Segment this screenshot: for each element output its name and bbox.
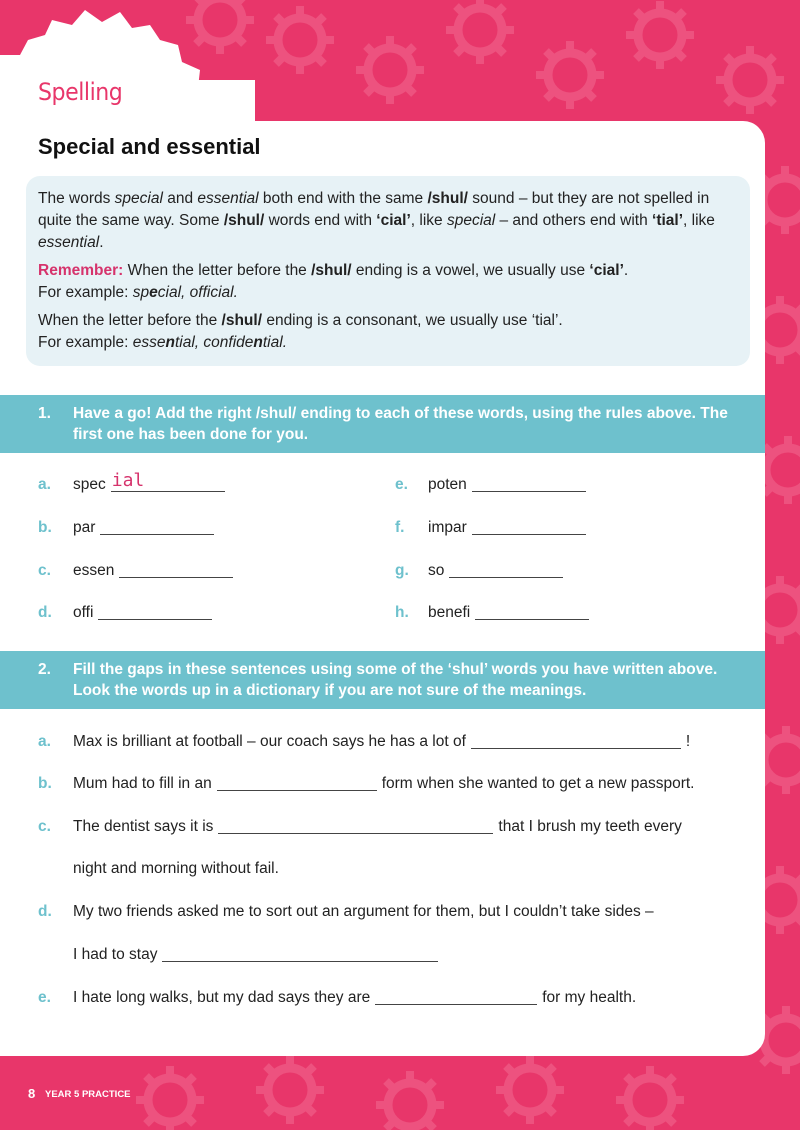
- q2-item-letter: b.: [38, 775, 52, 792]
- answer-line[interactable]: [375, 1004, 537, 1005]
- question-1-number: 1.: [38, 405, 51, 422]
- q1-item-letter: d.: [38, 604, 52, 621]
- q1-item-letter: h.: [395, 604, 409, 621]
- text-run: cial.: [210, 284, 238, 301]
- text-run: , like: [683, 212, 715, 229]
- q2-item-continuation: night and morning without fail.: [73, 860, 279, 877]
- section-label: Spelling: [38, 78, 123, 106]
- text-run: cial, offi: [157, 284, 211, 301]
- answer-line[interactable]: [100, 534, 214, 535]
- text-run: essential: [38, 234, 100, 251]
- q1-item-word: so: [428, 562, 445, 579]
- q2-item-text: The dentist says it is: [73, 818, 214, 835]
- text-run: essential: [197, 190, 259, 207]
- gear-tab-shape: [0, 0, 280, 130]
- q1-item-word: impar: [428, 519, 467, 536]
- text-run: The words: [38, 190, 115, 207]
- q1-item-letter: g.: [395, 562, 409, 579]
- q2-item-text: I hate long walks, but my dad says they are: [73, 989, 371, 1006]
- q2-item-letter: d.: [38, 903, 52, 920]
- text-run: tial.: [262, 334, 287, 351]
- text-run: e: [149, 284, 158, 301]
- text-run: and: [162, 190, 198, 207]
- info-paragraph-remember: [38, 260, 738, 304]
- answer-line[interactable]: [217, 790, 377, 791]
- question-1-instructions: Have a go! Add the right /shul/ ending to each of these words, using the rules above. The first one has been done for you.: [73, 405, 728, 443]
- q2-item-text-after: form when she wanted to get a new passport.: [381, 775, 695, 792]
- q1-item-word: poten: [428, 476, 467, 493]
- text-run: esse: [132, 334, 166, 351]
- handwritten-answer: ial: [111, 470, 145, 491]
- text-run: /shul/: [311, 262, 352, 279]
- answer-line[interactable]: [162, 961, 438, 962]
- text-run: .: [99, 234, 104, 251]
- answer-line[interactable]: [472, 534, 586, 535]
- q1-item-word: par: [73, 519, 96, 536]
- text-run: special: [446, 212, 496, 229]
- question-2-instructions: Fill the gaps in these sentences using some of the ‘shul’ words you have written above. Look the words up in a dictionary if you are not sure of the meanings.: [73, 661, 718, 699]
- text-run: both end with the same: [258, 190, 428, 207]
- text-run: ‘cial’: [589, 262, 624, 279]
- text-run: ‘tial’: [652, 212, 684, 229]
- answer-line[interactable]: [472, 491, 586, 492]
- answer-line[interactable]: [119, 577, 233, 578]
- text-run: words end with: [264, 212, 377, 229]
- text-run: ‘cial’: [376, 212, 411, 229]
- text-run: .: [623, 262, 629, 279]
- info-paragraph-consonant: [38, 310, 738, 354]
- q1-item-word: spec: [73, 476, 106, 493]
- text-run: /shul/: [223, 212, 265, 229]
- text-run: /shul/: [221, 312, 263, 329]
- q2-item-text: My two friends asked me to sort out an argument for them, but I couldn’t take sides –: [73, 903, 654, 920]
- q1-item-letter: f.: [395, 519, 405, 536]
- answer-line[interactable]: [111, 491, 225, 492]
- q1-item-letter: a.: [38, 476, 51, 493]
- question-1-header: [0, 395, 765, 453]
- q2-item-letter: a.: [38, 733, 51, 750]
- text-run: n: [165, 334, 175, 351]
- q2-item-text-after: !: [685, 733, 691, 750]
- q1-item-letter: b.: [38, 519, 52, 536]
- page-title: Special and essential: [38, 134, 261, 159]
- text-run: When the letter before the: [123, 262, 312, 279]
- text-run: special: [114, 190, 163, 207]
- text-run: ending is a consonant, we usually use ‘tial’.: [262, 312, 563, 329]
- q2-item-text-after: that I brush my teeth every: [498, 818, 682, 835]
- text-run: sound – but they are not spelled in quite the same way. Some: [38, 190, 710, 229]
- question-2-number: 2.: [38, 661, 51, 678]
- text-run: sp: [132, 284, 150, 301]
- answer-line[interactable]: [449, 577, 563, 578]
- answer-line[interactable]: [98, 619, 212, 620]
- q2-item-text: Max is brilliant at football – our coach says he has a lot of: [73, 733, 466, 750]
- answer-line[interactable]: [475, 619, 589, 620]
- q2-item-letter: e.: [38, 989, 51, 1006]
- text-run: ending is a vowel, we usually use: [351, 262, 590, 279]
- footer-label: YEAR 5 PRACTICE: [45, 1089, 131, 1100]
- text-run: /shul/: [427, 190, 468, 207]
- text-run: , like: [410, 212, 447, 229]
- q2-item-text-after: for my health.: [542, 989, 637, 1006]
- q1-item-letter: c.: [38, 562, 51, 579]
- q2-item-continuation: I had to stay: [73, 946, 158, 963]
- answer-line[interactable]: [471, 748, 681, 749]
- info-paragraph-intro: [38, 188, 738, 254]
- q1-item-word: benefi: [428, 604, 471, 621]
- q1-item-word: offi: [73, 604, 94, 621]
- text-run: For example:: [38, 334, 133, 351]
- rules-info-box: [26, 176, 750, 366]
- q2-item-letter: c.: [38, 818, 51, 835]
- text-run: – and others end with: [495, 212, 653, 229]
- q2-item-text: Mum had to fill in an: [73, 775, 212, 792]
- text-run: When the letter before the: [38, 312, 222, 329]
- text-run: n: [253, 334, 263, 351]
- text-run: tial, confide: [174, 334, 254, 351]
- page-number: 8: [28, 1086, 36, 1101]
- text-run: For example:: [38, 284, 133, 301]
- answer-line[interactable]: [218, 833, 493, 834]
- q1-item-word: essen: [73, 562, 115, 579]
- text-run: Remember:: [38, 262, 124, 279]
- q1-item-letter: e.: [395, 476, 408, 493]
- question-2-header: [0, 651, 765, 709]
